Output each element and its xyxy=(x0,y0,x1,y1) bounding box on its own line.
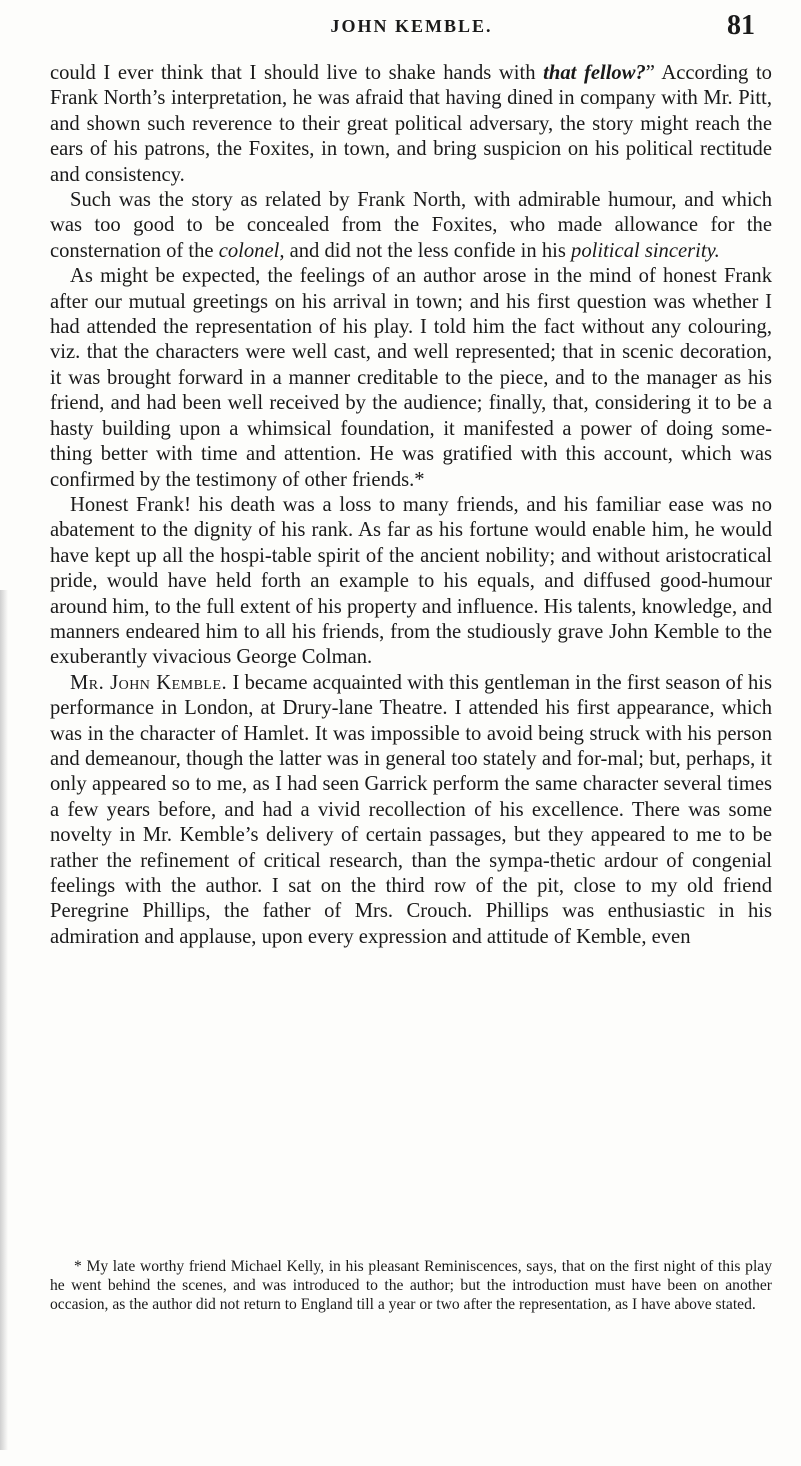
paragraph-2: Such was the story as related by Frank North, with admirable humour, and which was too good to be concealed from the Foxites, who made allowance for the consternation of the colonel, and did not the less confide in his political sincerity. xyxy=(50,189,772,262)
page-number: 81 xyxy=(727,10,755,41)
paragraph-1: could I ever think that I should live to shake hands with that fellow?” According to Frank North’s interpretation, he was afraid that having dined in company with Mr. Pitt, and shown such reverence to their great political adversary, the story might reach the ears of his patrons, the Foxites, in town, and bring suspicion on his political rectitude and consistency. xyxy=(50,62,772,186)
paragraph-4: Honest Frank! his death was a loss to many friends, and his familiar ease was no abatement to the dignity of his rank. As far as his fortune would enable him, he would have kept up all the hospi-table spirit of the ancient nobility; and without aristocratical pride, would have held forth an example to his equals, and diffused good-humour around him, to the full extent of his property and influence. His talents, knowledge, and manners endeared him to all his friends, from the studiously grave John Kemble to the exuberantly vivacious George Colman. xyxy=(50,493,772,669)
body-text xyxy=(50,61,772,950)
footnote xyxy=(50,1257,772,1314)
paragraph-3: As might be expected, the feelings of an author arose in the mind of honest Frank after our mutual greetings on his arrival in town; and his first question was whether I had attended the representation of his play. I told him the fact without any colouring, viz. that the characters were well cast, and well represented; that in scenic decoration, it was brought forward in a manner creditable to the piece, and to the manager as his friend, and had been well received by the audience; finally, that, considering it to be a hasty building upon a whimsical foundation, it manifested a power of doing some-thing better with time and attention. He was gratified with this account, which was confirmed by the testimony of other friends.* xyxy=(50,265,772,491)
page-edge-shadow xyxy=(0,590,8,1450)
paragraph-5: Mr. John Kemble. I became acquainted with this gentleman in the first season of his performance in London, at Drury-lane Theatre. I attended his first appearance, which was in the character of Hamlet. It was impossible to avoid being struck with his person and demeanour, though the latter was in general too stately and for-mal; but, perhaps, it only appeared so to me, as I had seen Garrick perform the same character several times a few years before, and had a vivid recollection of his excellence. There was some novelty in Mr. Kemble’s delivery of certain passages, but they appeared to me to be rather the refinement of critical research, than the sympa-thetic ardour of congenial feelings with the author. I sat on the third row of the pit, close to my old friend Peregrine Phillips, the father of Mrs. Crouch. Phillips was enthusiastic in his admiration and applause, upon every expression and attitude of Kemble, even xyxy=(50,671,773,948)
running-head: JOHN KEMBLE. xyxy=(330,16,493,36)
footnote-text: * My late worthy friend Michael Kelly, in his pleasant Reminiscences, says, that on the first night of this play he went behind the scenes, and was introduced to the author; but the introduction must have been on another occasion, as the author did not return to England till a year or two after the representation, as I have above stated. xyxy=(50,1258,772,1313)
section-name: Mr. John Kemble. xyxy=(70,671,228,694)
page-header xyxy=(56,10,767,50)
